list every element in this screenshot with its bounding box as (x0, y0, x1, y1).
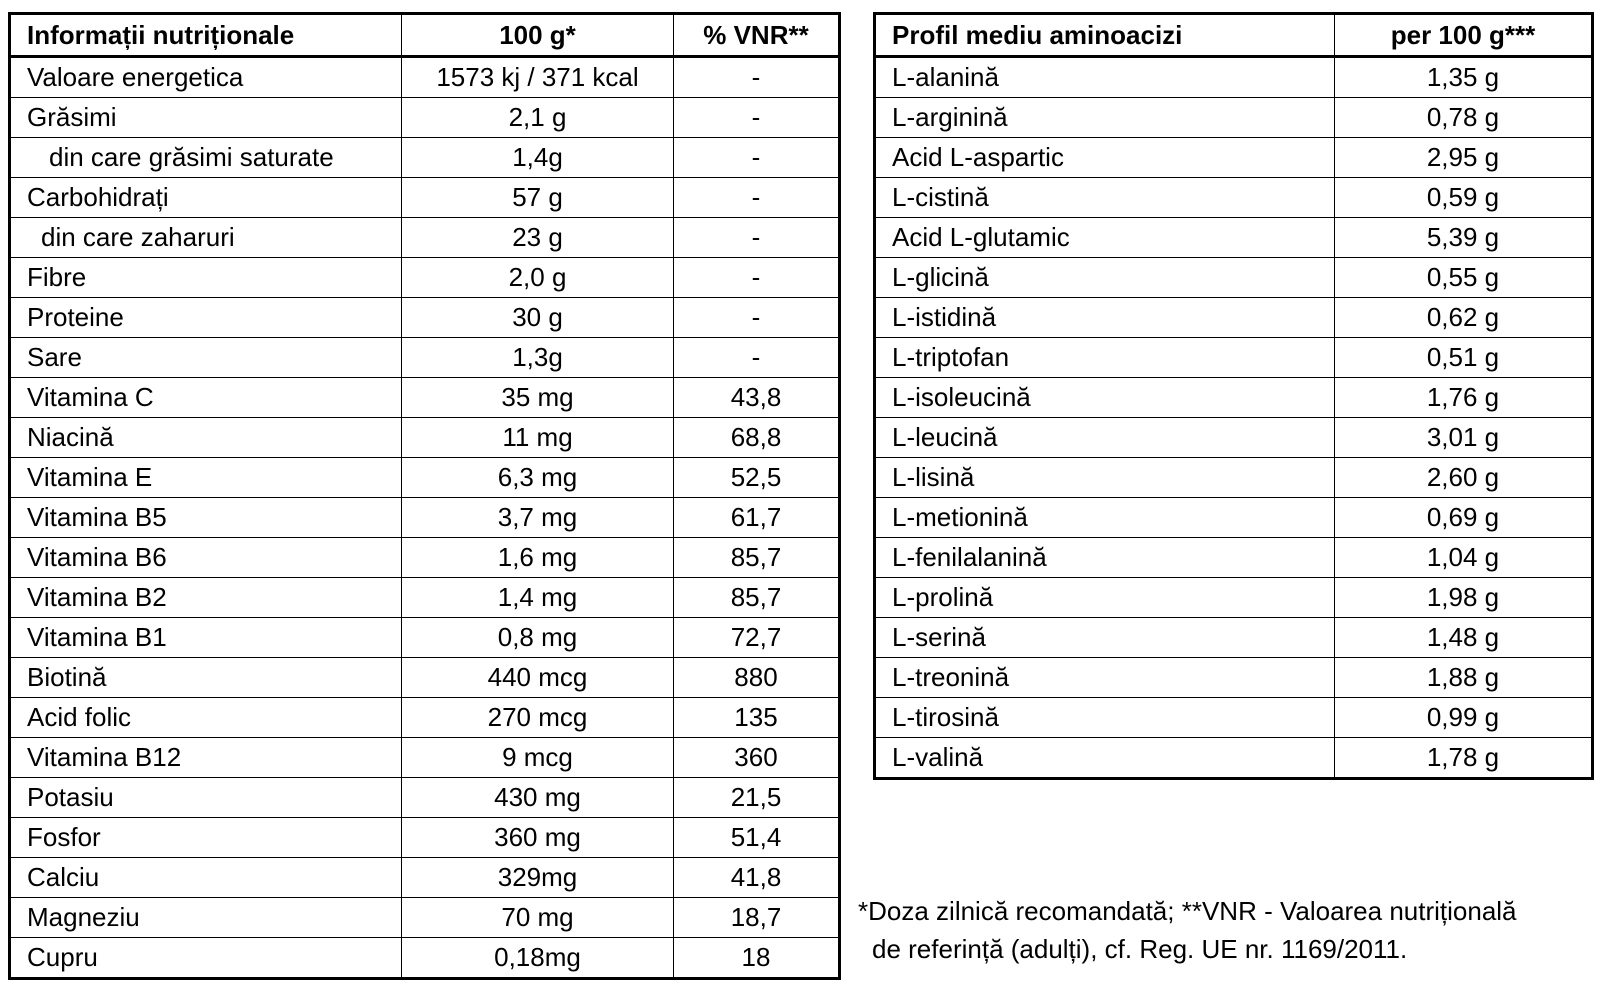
amino-name-cell: L-metionină (875, 498, 1335, 538)
nutrition-vnr-cell: 21,5 (674, 778, 840, 818)
nutrition-row (10, 858, 840, 898)
nutrition-amount-cell: 6,3 mg (402, 458, 674, 498)
nutrition-amount-cell: 70 mg (402, 898, 674, 938)
amino-row (875, 498, 1593, 538)
nutrition-row (10, 578, 840, 618)
nutrition-amount-cell: 0,18mg (402, 938, 674, 979)
amino-row (875, 618, 1593, 658)
nutrition-row (10, 298, 840, 338)
nutrition-name-cell: Sare (10, 338, 402, 378)
amino-amount-cell: 0,69 g (1335, 498, 1593, 538)
amino-row (875, 738, 1593, 779)
nutrition-name-cell: Grăsimi (10, 98, 402, 138)
nutrition-name-cell: Vitamina B2 (10, 578, 402, 618)
amino-row (875, 138, 1593, 178)
nutrition-name-cell: Vitamina C (10, 378, 402, 418)
nutrition-name-cell: Vitamina B1 (10, 618, 402, 658)
nutrition-amount-cell: 329mg (402, 858, 674, 898)
nutrition-row (10, 498, 840, 538)
nutrition-row (10, 778, 840, 818)
amino-amount-cell: 2,95 g (1335, 138, 1593, 178)
amino-name-cell: Acid L-glutamic (875, 218, 1335, 258)
nutrition-vnr-cell: 85,7 (674, 538, 840, 578)
nutrition-row (10, 658, 840, 698)
amino-header-amount: per 100 g*** (1335, 14, 1593, 57)
nutrition-vnr-cell: - (674, 258, 840, 298)
nutrition-body (10, 57, 840, 979)
amino-amount-cell: 1,78 g (1335, 738, 1593, 779)
nutrition-vnr-cell: - (674, 98, 840, 138)
amino-amount-cell: 0,59 g (1335, 178, 1593, 218)
amino-name-cell: L-isoleucină (875, 378, 1335, 418)
nutrition-vnr-cell: 61,7 (674, 498, 840, 538)
nutrition-vnr-cell: 51,4 (674, 818, 840, 858)
nutrition-header-amount: 100 g* (402, 14, 674, 57)
amino-amount-cell: 0,55 g (1335, 258, 1593, 298)
footnote-line-1: *Doza zilnică recomandată; **VNR - Valoarea nutrițională (858, 896, 1517, 926)
nutrition-amount-cell: 2,1 g (402, 98, 674, 138)
nutrition-name-cell: Acid folic (10, 698, 402, 738)
amino-name-cell: L-prolină (875, 578, 1335, 618)
nutrition-amount-cell: 3,7 mg (402, 498, 674, 538)
nutrition-vnr-cell: - (674, 138, 840, 178)
amino-name-cell: L-tirosină (875, 698, 1335, 738)
nutrition-amount-cell: 360 mg (402, 818, 674, 858)
nutrition-name-cell: Biotină (10, 658, 402, 698)
amino-body (875, 57, 1593, 779)
nutrition-row (10, 698, 840, 738)
nutrition-amount-cell: 9 mcg (402, 738, 674, 778)
nutrition-name-cell: Calciu (10, 858, 402, 898)
amino-amount-cell: 5,39 g (1335, 218, 1593, 258)
amino-amount-cell: 1,88 g (1335, 658, 1593, 698)
nutrition-name-cell: Proteine (10, 298, 402, 338)
amino-row (875, 338, 1593, 378)
nutrition-row (10, 338, 840, 378)
nutrition-amount-cell: 1,4g (402, 138, 674, 178)
nutrition-amount-cell: 35 mg (402, 378, 674, 418)
nutrition-row (10, 258, 840, 298)
amino-name-cell: L-valină (875, 738, 1335, 779)
nutrition-amount-cell: 30 g (402, 298, 674, 338)
nutrition-name-cell: Potasiu (10, 778, 402, 818)
nutrition-amount-cell: 430 mg (402, 778, 674, 818)
amino-amount-cell: 1,76 g (1335, 378, 1593, 418)
nutrition-vnr-cell: 41,8 (674, 858, 840, 898)
nutrition-vnr-cell: 43,8 (674, 378, 840, 418)
nutrition-row (10, 57, 840, 98)
nutrition-amount-cell: 1,6 mg (402, 538, 674, 578)
amino-name-cell: L-leucină (875, 418, 1335, 458)
amino-name-cell: L-glicină (875, 258, 1335, 298)
amino-name-cell: L-alanină (875, 57, 1335, 98)
nutrition-vnr-cell: 880 (674, 658, 840, 698)
nutrition-vnr-cell: 135 (674, 698, 840, 738)
amino-row (875, 698, 1593, 738)
nutrition-vnr-cell: - (674, 338, 840, 378)
nutrition-name-cell: Fibre (10, 258, 402, 298)
amino-name-cell: L-cistină (875, 178, 1335, 218)
nutrition-table (8, 12, 841, 980)
nutrition-vnr-cell: - (674, 57, 840, 98)
nutrition-row (10, 818, 840, 858)
amino-amount-cell: 3,01 g (1335, 418, 1593, 458)
amino-name-cell: Acid L-aspartic (875, 138, 1335, 178)
nutrition-amount-cell: 0,8 mg (402, 618, 674, 658)
nutrition-amount-cell: 23 g (402, 218, 674, 258)
nutrition-row (10, 178, 840, 218)
amino-name-cell: L-lisină (875, 458, 1335, 498)
nutrition-row (10, 458, 840, 498)
amino-amount-cell: 1,04 g (1335, 538, 1593, 578)
amino-name-cell: L-istidină (875, 298, 1335, 338)
nutrition-name-cell: Fosfor (10, 818, 402, 858)
amino-amount-cell: 1,48 g (1335, 618, 1593, 658)
amino-name-cell: L-triptofan (875, 338, 1335, 378)
nutrition-amount-cell: 440 mcg (402, 658, 674, 698)
nutrition-amount-cell: 1,4 mg (402, 578, 674, 618)
amino-row (875, 578, 1593, 618)
nutrition-header-vnr: % VNR** (674, 14, 840, 57)
nutrition-amount-cell: 2,0 g (402, 258, 674, 298)
nutrition-vnr-cell: 18,7 (674, 898, 840, 938)
nutrition-vnr-cell: 360 (674, 738, 840, 778)
nutrition-name-cell: Vitamina E (10, 458, 402, 498)
amino-row (875, 418, 1593, 458)
amino-row (875, 218, 1593, 258)
amino-amount-cell: 2,60 g (1335, 458, 1593, 498)
nutrition-row (10, 618, 840, 658)
amino-amount-cell: 0,62 g (1335, 298, 1593, 338)
nutrition-row (10, 538, 840, 578)
nutrition-vnr-cell: 18 (674, 938, 840, 979)
nutrition-amount-cell: 1,3g (402, 338, 674, 378)
nutrition-name-cell: Valoare energetica (10, 57, 402, 98)
amino-row (875, 178, 1593, 218)
amino-acid-table (873, 12, 1594, 780)
amino-header-name: Profil mediu aminoacizi (875, 14, 1335, 57)
amino-row (875, 538, 1593, 578)
nutrition-name-cell: Carbohidrați (10, 178, 402, 218)
nutrition-vnr-cell: 85,7 (674, 578, 840, 618)
nutrition-vnr-cell: 52,5 (674, 458, 840, 498)
nutrition-amount-cell: 11 mg (402, 418, 674, 458)
nutrition-name-cell: Magneziu (10, 898, 402, 938)
footnote (858, 892, 1517, 968)
nutrition-amount-cell: 1573 kj / 371 kcal (402, 57, 674, 98)
amino-amount-cell: 0,51 g (1335, 338, 1593, 378)
nutrition-row (10, 738, 840, 778)
amino-name-cell: L-treonină (875, 658, 1335, 698)
nutrition-name-cell: Cupru (10, 938, 402, 979)
footnote-line-2: de referință (adulți), cf. Reg. UE nr. 1169/2011. (872, 934, 1408, 964)
amino-row (875, 258, 1593, 298)
nutrition-vnr-cell: 72,7 (674, 618, 840, 658)
amino-amount-cell: 0,99 g (1335, 698, 1593, 738)
amino-row (875, 298, 1593, 338)
nutrition-name-cell: Vitamina B12 (10, 738, 402, 778)
nutrition-row (10, 418, 840, 458)
amino-name-cell: L-arginină (875, 98, 1335, 138)
nutrition-row (10, 98, 840, 138)
amino-amount-cell: 1,35 g (1335, 57, 1593, 98)
amino-name-cell: L-serină (875, 618, 1335, 658)
nutrition-name-cell: Niacină (10, 418, 402, 458)
nutrition-vnr-cell: - (674, 298, 840, 338)
nutrition-row (10, 898, 840, 938)
amino-row (875, 658, 1593, 698)
amino-row (875, 378, 1593, 418)
nutrition-row (10, 218, 840, 258)
nutrition-amount-cell: 270 mcg (402, 698, 674, 738)
amino-amount-cell: 1,98 g (1335, 578, 1593, 618)
amino-row (875, 98, 1593, 138)
nutrition-row (10, 378, 840, 418)
nutrition-vnr-cell: 68,8 (674, 418, 840, 458)
nutrition-row (10, 938, 840, 979)
nutrition-row (10, 138, 840, 178)
amino-row (875, 57, 1593, 98)
amino-row (875, 458, 1593, 498)
nutrition-amount-cell: 57 g (402, 178, 674, 218)
nutrition-vnr-cell: - (674, 178, 840, 218)
nutrition-name-cell: din care zaharuri (10, 218, 402, 258)
nutrition-header-row (10, 14, 840, 57)
nutrition-vnr-cell: - (674, 218, 840, 258)
nutrition-name-cell: din care grăsimi saturate (10, 138, 402, 178)
nutrition-name-cell: Vitamina B6 (10, 538, 402, 578)
nutrition-name-cell: Vitamina B5 (10, 498, 402, 538)
amino-amount-cell: 0,78 g (1335, 98, 1593, 138)
amino-name-cell: L-fenilalanină (875, 538, 1335, 578)
nutrition-header-name: Informații nutriționale (10, 14, 402, 57)
amino-header-row (875, 14, 1593, 57)
